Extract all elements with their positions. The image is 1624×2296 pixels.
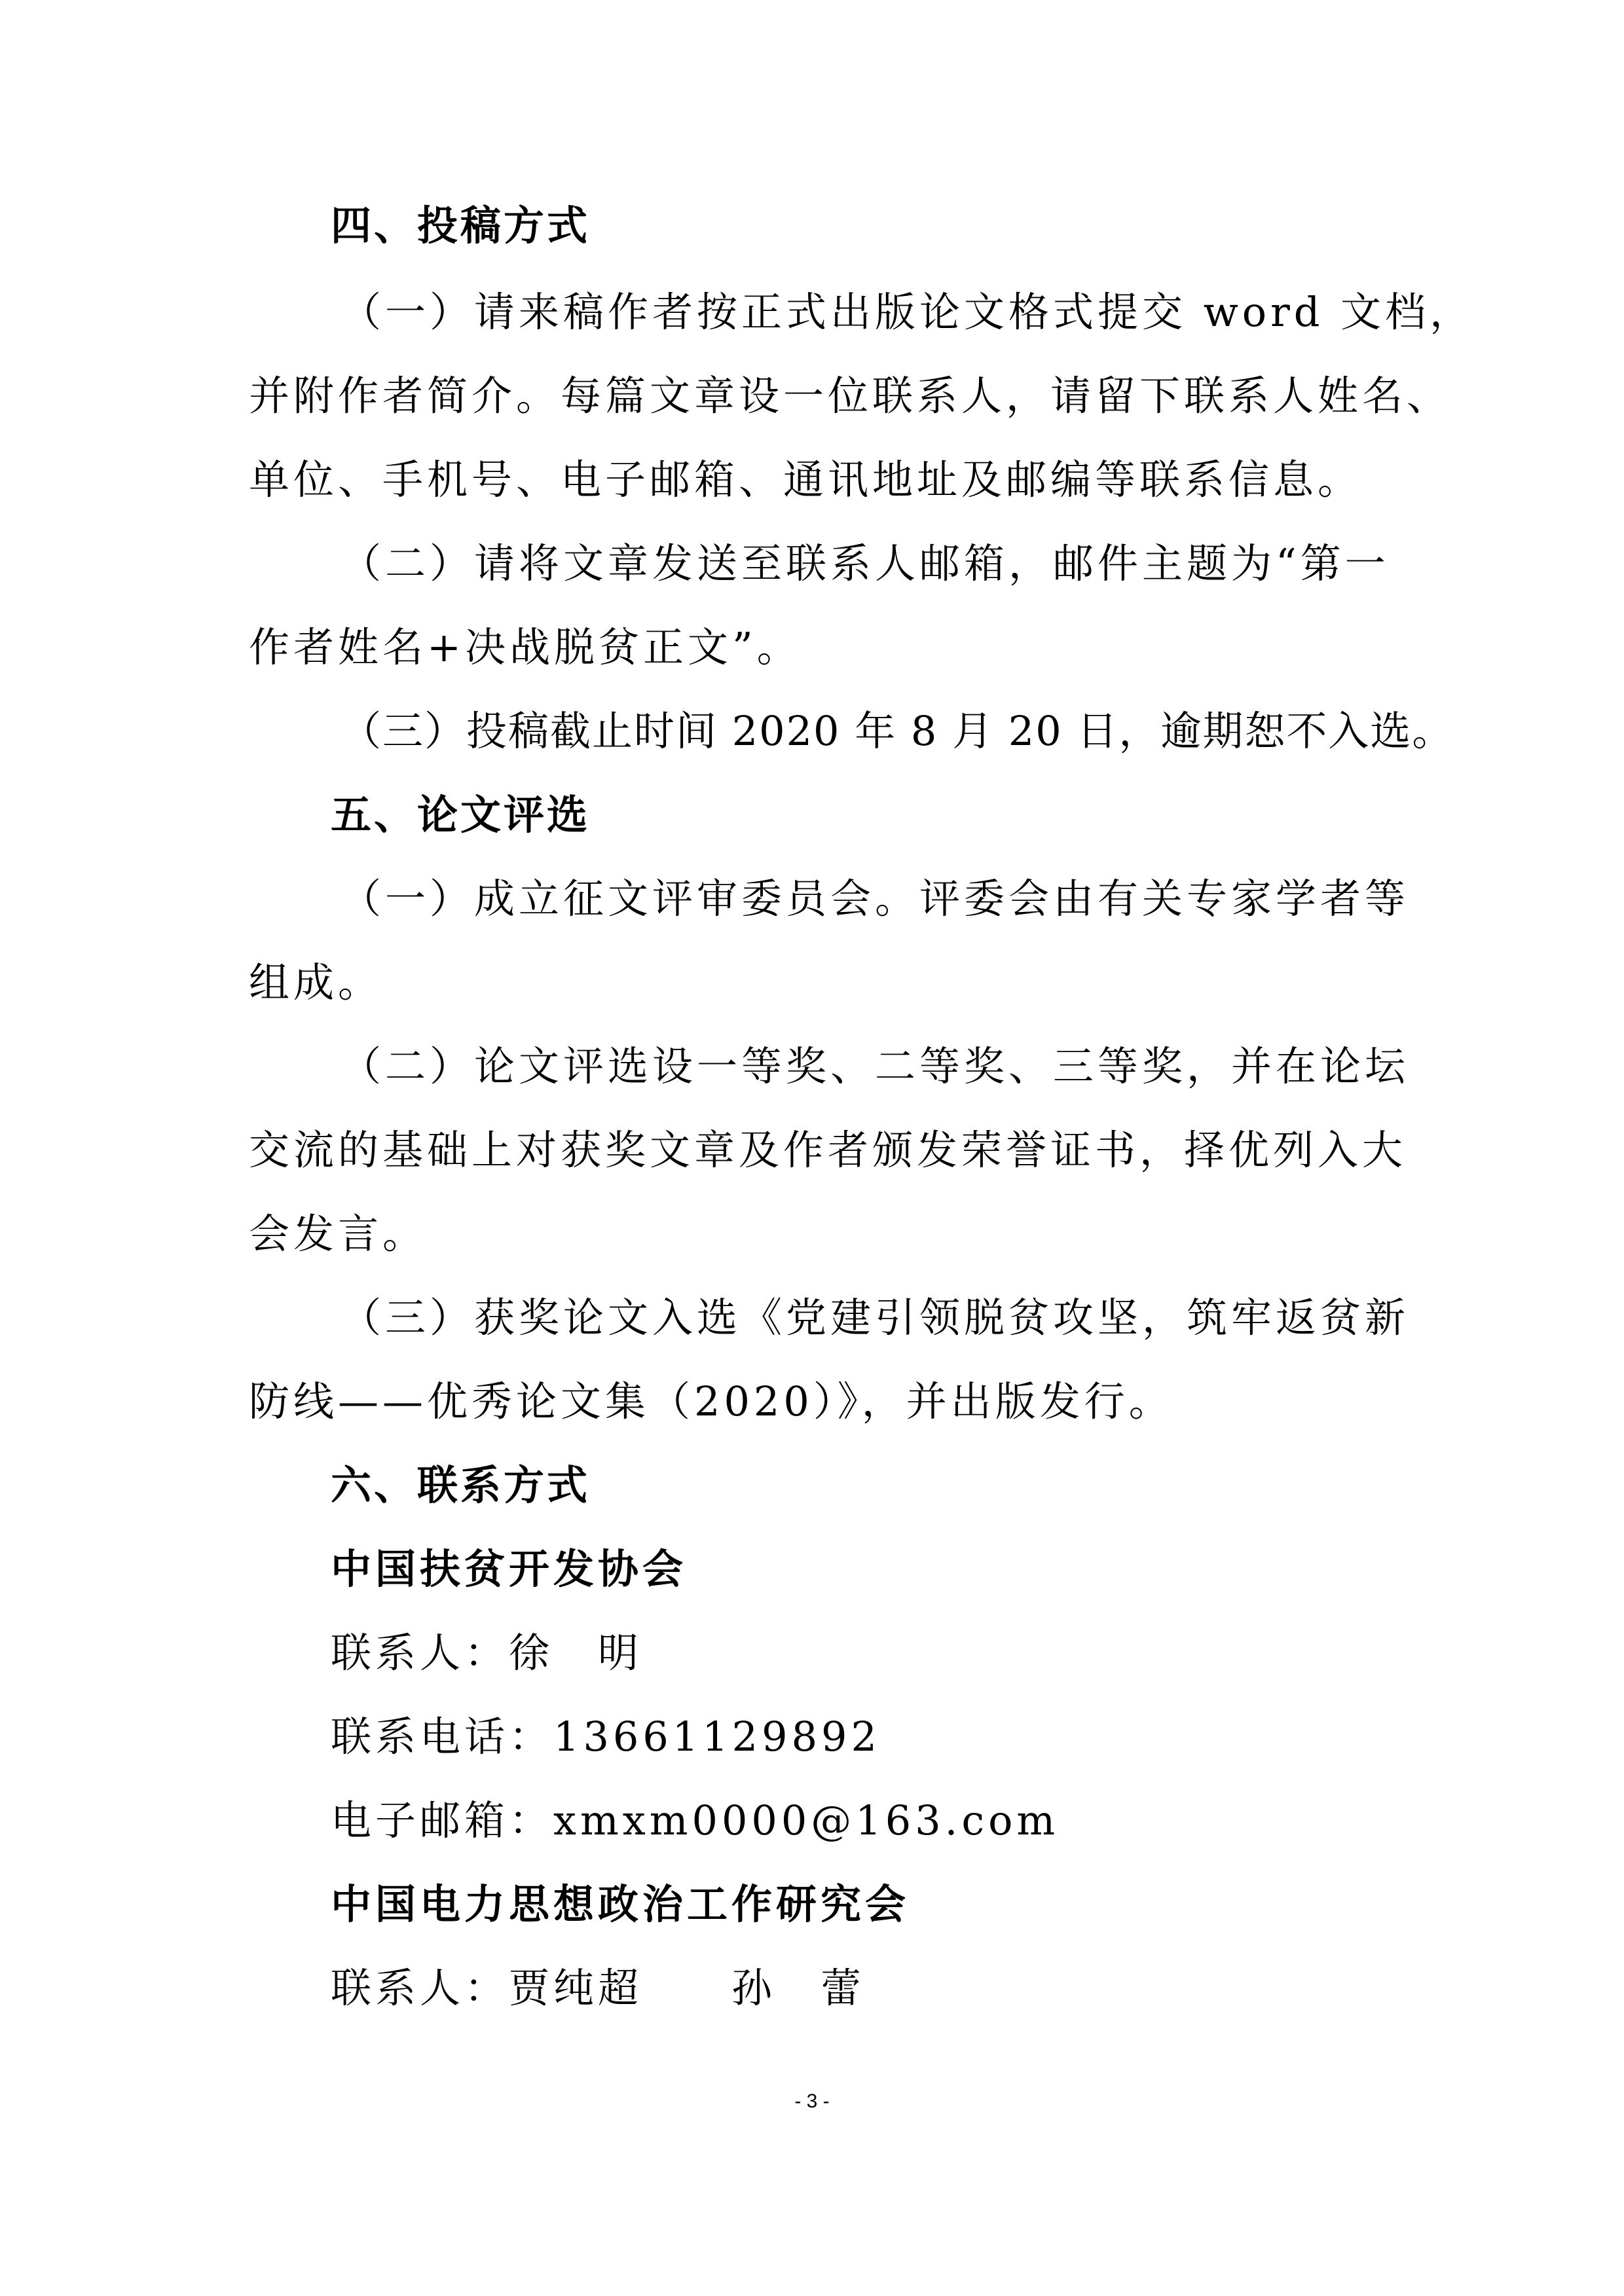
section6-heading: 六、联系方式 <box>331 1461 591 1509</box>
section5-item2-line2: 交流的基础上对获奖文章及作者颁发荣誉证书，择优列入大 <box>249 1126 1407 1174</box>
section4-item2-line2: 作者姓名+决战脱贫正文”。 <box>249 623 802 671</box>
section5-item2-line1: （二）论文评选设一等奖、二等奖、三等奖，并在论坛 <box>341 1042 1410 1090</box>
org2-contact: 联系人：贾纯超 孙 蕾 <box>331 1964 866 2012</box>
section4-item2-line1: （二）请将文章发送至联系人邮箱，邮件主题为“第一 <box>341 539 1390 587</box>
org1-contact: 联系人：徐 明 <box>331 1629 643 1677</box>
section5-item3-line2: 防线——优秀论文集（2020）》，并出版发行。 <box>249 1377 1173 1425</box>
section5-item2-line3: 会发言。 <box>249 1210 428 1258</box>
section4-item1-line2: 并附作者简介。每篇文章设一位联系人，请留下联系人姓名、 <box>249 372 1452 420</box>
org1-phone: 联系电话：13661129892 <box>331 1713 881 1760</box>
section4-item1-line3: 单位、手机号、电子邮箱、通讯地址及邮编等联系信息。 <box>249 456 1363 503</box>
org2-name: 中国电力思想政治工作研究会 <box>331 1880 910 1928</box>
org1-name: 中国扶贫开发协会 <box>331 1545 688 1593</box>
section5-item3-line1: （三）获奖论文入选《党建引领脱贫攻坚，筑牢返贫新 <box>341 1294 1410 1341</box>
section4-item3-line1: （三）投稿截止时间 2020 年 8 月 20 日，逾期恕不入选。 <box>341 707 1454 755</box>
section4-item1-line1: （一）请来稿作者按正式出版论文格式提交 word 文档， <box>341 288 1475 336</box>
page-number: - 3 - <box>794 2090 830 2112</box>
section5-item1-line2: 组成。 <box>249 958 383 1006</box>
section5-item1-line1: （一）成立征文评审委员会。评委会由有关专家学者等 <box>341 875 1410 922</box>
section5-heading: 五、论文评选 <box>331 791 591 839</box>
section4-heading: 四、投稿方式 <box>331 202 591 249</box>
org1-email: 电子邮箱：xmxm0000@163.com <box>331 1796 1060 1844</box>
